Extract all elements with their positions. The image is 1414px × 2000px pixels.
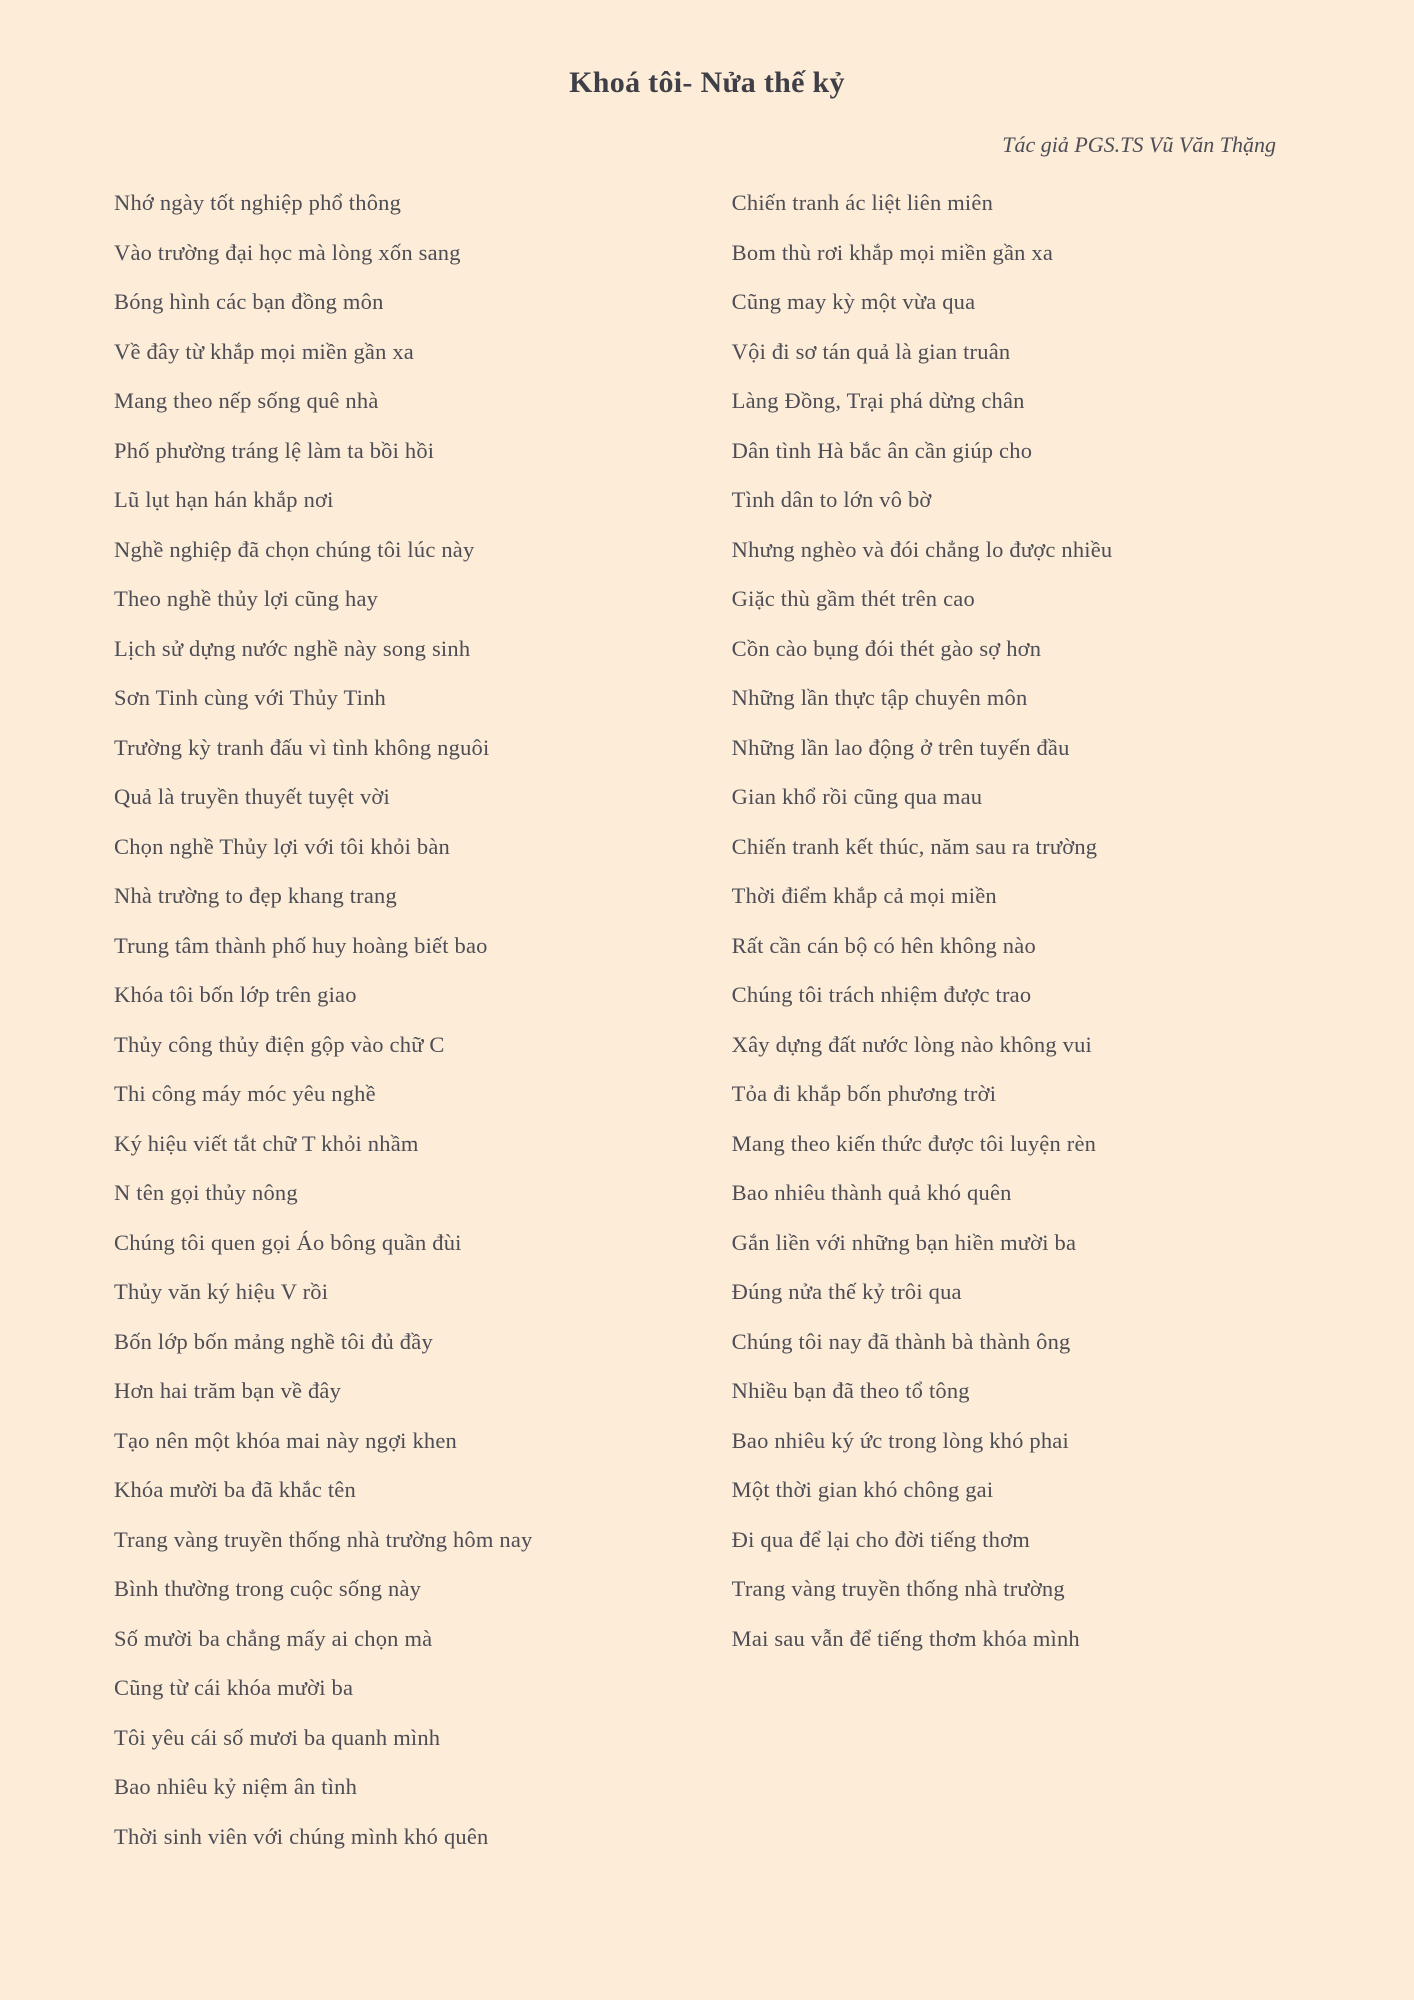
verse-line: Đi qua để lại cho đời tiếng thơm [731,1526,1030,1552]
verse-line: Xây dựng đất nước lòng nào không vui [731,1031,1092,1057]
verse-line: Đúng nửa thế kỷ trôi qua [731,1279,962,1304]
author-credit: Tác giả PGS.TS Vũ Văn Thặng [1002,132,1276,157]
verse-line: Nhà trường to đẹp khang trang [114,883,397,908]
verse-line: Trang vàng truyền thống nhà trường [731,1576,1065,1601]
verse-line: Trung tâm thành phố huy hoàng biết bao [114,932,488,958]
verse-line: Ký hiệu viết tắt chữ T khỏi nhầm [114,1130,419,1156]
verse-line: Nhiều bạn đã theo tổ tông [731,1378,970,1403]
verse-line: Dân tình Hà bắc ân cần giúp cho [731,437,1033,463]
verse-line: Lũ lụt hạn hán khắp nơi [114,487,334,512]
verse-line: Nhưng nghèo và đói chẳng lo được nhiều [731,536,1113,562]
verse-line: Giặc thù gầm thét trên cao [731,586,975,611]
verse-line: Cũng may kỳ một vừa qua [731,289,976,314]
verse-line: Thủy văn ký hiệu V rồi [114,1279,329,1304]
verse-line: Số mười ba chẳng mấy ai chọn mà [114,1625,433,1651]
verse-line: Vội đi sơ tán quả là gian truân [731,338,1011,364]
verse-line: Tôi yêu cái số mươi ba quanh mình [114,1724,441,1750]
verse-line: Thời điểm khắp cả mọi miền [731,883,997,908]
verse-line: Tỏa đi khắp bốn phương trời [731,1081,997,1106]
verse-line: Hơn hai trăm bạn về đây [114,1378,342,1403]
verse-line: Bình thường trong cuộc sống này [114,1576,422,1601]
verse-line: Chọn nghề Thủy lợi với tôi khỏi bàn [114,833,450,859]
verse-line: Bốn lớp bốn mảng nghề tôi đủ đầy [114,1328,433,1354]
verse-line: Phố phường tráng lệ làm ta bồi hồi [114,437,435,463]
verse-line: Thi công máy móc yêu nghề [114,1081,376,1106]
poem-columns [90,178,1324,1861]
verse-line: N tên gọi thủy nông [114,1180,298,1205]
verse-line: Bao nhiêu kỷ niệm ân tình [114,1774,358,1799]
verse-line: Sơn Tinh cùng với Thủy Tinh [114,685,387,710]
verse-line: Rất cần cán bộ có hên không nào [731,932,1036,958]
verse-line: Gắn liền với những bạn hiền mười ba [731,1229,1077,1255]
verse-line: Cồn cào bụng đói thét gào sợ hơn [731,635,1042,661]
verse-line: Cũng từ cái khóa mười ba [114,1675,354,1700]
verse-line: Quả là truyền thuyết tuyệt vời [114,784,390,809]
verse-line: Những lần lao động ở trên tuyến đầu [731,734,1070,760]
verse-line: Chiến tranh kết thúc, năm sau ra trường [731,833,1098,859]
verse-line: Trường kỳ tranh đấu vì tình không nguôi [114,734,490,760]
verse-line: Vào trường đại học mà lòng xốn sang [114,239,461,265]
verse-line: Mang theo nếp sống quê nhà [114,388,379,413]
verse-line: Thời sinh viên với chúng mình khó quên [114,1823,489,1849]
verse-line: Tình dân to lớn vô bờ [731,487,932,512]
verse-line: Theo nghề thủy lợi cũng hay [114,586,379,611]
verse-line: Một thời gian khó chông gai [731,1477,994,1502]
verse-line: Bao nhiêu thành quả khó quên [731,1180,1012,1205]
verse-line: Chúng tôi quen gọi Áo bông quần đùi [114,1229,462,1255]
verse-line: Khóa tôi bốn lớp trên giao [114,982,357,1007]
verse-line: Nghề nghiệp đã chọn chúng tôi lúc này [114,536,475,562]
verse-line: Những lần thực tập chuyên môn [731,685,1028,710]
verse-line: Chúng tôi trách nhiệm được trao [731,982,1032,1007]
verse-line: Mang theo kiến thức được tôi luyện rèn [731,1130,1097,1156]
verse-line: Nhớ ngày tốt nghiệp phổ thông [114,190,402,215]
verse-line: Lịch sử dựng nước nghề này song sinh [114,635,471,661]
verse-line: Tạo nên một khóa mai này ngợi khen [114,1427,457,1453]
verse-line: Chúng tôi nay đã thành bà thành ông [731,1328,1071,1354]
poem-column-left [90,178,732,1861]
verse-line: Trang vàng truyền thống nhà trường hôm nay [114,1526,533,1552]
verse-line: Bom thù rơi khắp mọi miền gần xa [731,239,1054,265]
verse-line: Gian khổ rồi cũng qua mau [731,784,983,809]
verse-line: Thủy công thủy điện gộp vào chữ C [114,1031,445,1057]
verse-line: Chiến tranh ác liệt liên miên [731,190,994,215]
verse-line: Về đây từ khắp mọi miền gần xa [114,338,414,364]
verse-line: Làng Đồng, Trại phá dừng chân [731,388,1025,413]
verse-line: Mai sau vẫn để tiếng thơm khóa mình [731,1625,1080,1651]
verse-line: Khóa mười ba đã khắc tên [114,1477,356,1502]
verse-line: Bóng hình các bạn đồng môn [114,289,384,314]
page-title: Khoá tôi- Nửa thế kỷ [569,66,845,99]
verse-line: Bao nhiêu ký ức trong lòng khó phai [731,1427,1069,1453]
poem-column-right [732,178,1324,1861]
